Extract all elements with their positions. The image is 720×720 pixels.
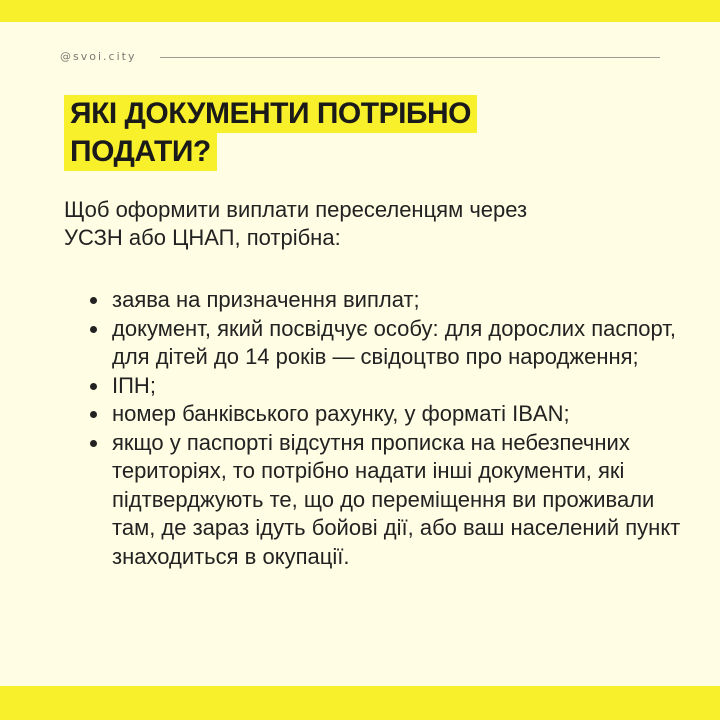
list-item: заява на призначення виплат; (112, 286, 682, 315)
header-divider (160, 57, 660, 58)
list-item: документ, який посвідчує особу: для дорослих паспорт, для дітей до 14 років — свідоцтво про народження; (112, 315, 682, 372)
account-handle: @svoi.city (60, 50, 137, 63)
bullet-icon (90, 383, 97, 390)
list-item: ІПН; (112, 372, 682, 401)
bullet-icon (90, 326, 97, 333)
title-line-1-wrap (64, 95, 534, 133)
intro-line-2: УСЗН або ЦНАП, потрібна: (64, 225, 341, 250)
bullet-icon (90, 411, 97, 418)
list-item: якщо у паспорті відсутня прописка на небезпечних територіях, то потрібно надати інші документи, які підтверджують те, що до переміщення ви проживали там, де зараз ідуть бойові дії, або ваш населений пункт знаходиться в окупації. (112, 429, 682, 572)
list-item: номер банківського рахунку, у форматі IBAN; (112, 400, 682, 429)
bullet-icon (90, 440, 97, 447)
intro-line-1: Щоб оформити виплати переселенцям через (64, 197, 528, 222)
page-title (64, 95, 534, 171)
bullet-icon (90, 297, 97, 304)
intro-text (64, 196, 664, 252)
title-line-2-wrap (64, 133, 534, 171)
title-line-1: ЯКІ ДОКУМЕНТИ ПОТРІБНО (64, 95, 477, 133)
top-accent-band (0, 0, 720, 22)
title-line-2: ПОДАТИ? (64, 133, 217, 171)
documents-list (88, 286, 682, 571)
bottom-accent-band (0, 686, 720, 720)
